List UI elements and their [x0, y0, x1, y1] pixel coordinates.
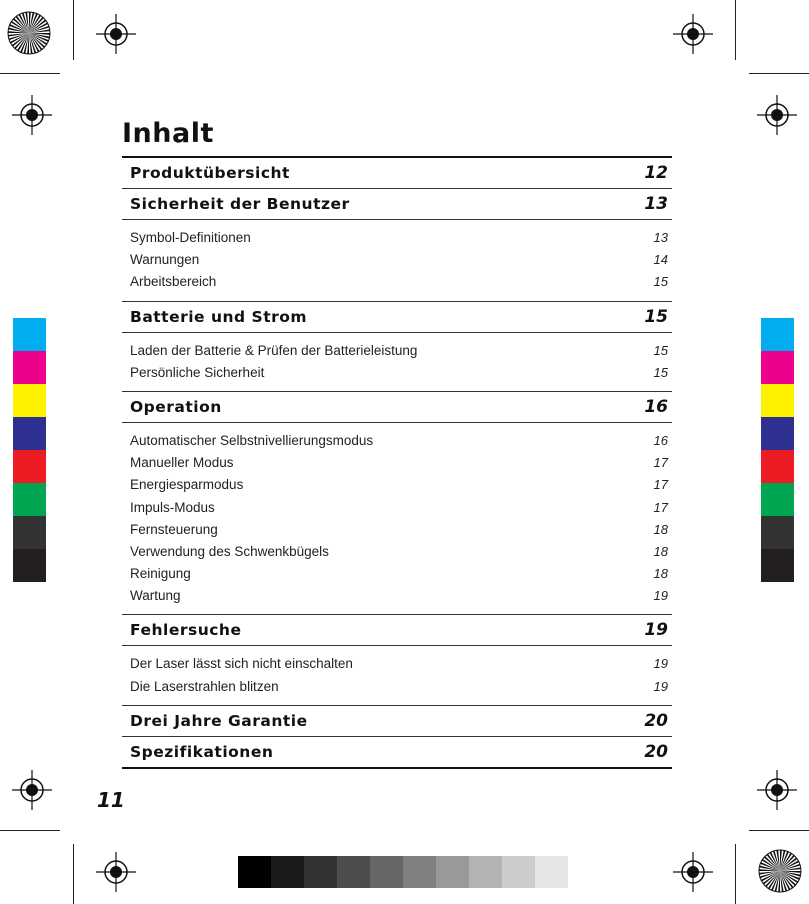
toc-entry-page: 17 — [653, 455, 668, 471]
toc-section[interactable] — [122, 706, 672, 736]
toc-entry-page: 15 — [653, 364, 668, 380]
color-swatch — [761, 318, 794, 351]
page-number: 11 — [97, 788, 125, 812]
registration-mark-icon — [94, 12, 138, 56]
toc-entry[interactable] — [130, 452, 668, 474]
toc-section[interactable] — [122, 615, 672, 645]
registration-mark-icon — [10, 768, 54, 812]
toc-entry-label: Automatischer Selbstnivellierungsmodus — [130, 432, 374, 448]
toc-entry-page: 18 — [653, 521, 668, 537]
toc-entry[interactable] — [130, 362, 668, 384]
toc-section-page: 20 — [644, 741, 668, 762]
color-swatch — [13, 549, 46, 582]
color-swatch — [761, 549, 794, 582]
toc-entry-label: Symbol-Definitionen — [130, 230, 251, 245]
toc-section-title: Drei Jahre Garantie — [130, 711, 308, 730]
toc-entry-label: Laden der Batterie & Prüfen der Batterieleistung — [130, 342, 418, 358]
toc-section-title: Sicherheit der Benutzer — [130, 195, 350, 213]
color-swatch — [761, 450, 794, 483]
toc-entry-label: Der Laser lässt sich nicht einschalten — [130, 656, 353, 672]
toc-entry-label: Manueller Modus — [130, 455, 234, 471]
registration-mark-icon — [755, 768, 799, 812]
registration-mark-icon — [671, 850, 715, 894]
toc-entry-label: Arbeitsbereich — [130, 274, 217, 290]
toc-section-page: 13 — [644, 194, 668, 214]
crop-mark — [73, 0, 74, 60]
toc-section[interactable] — [122, 158, 672, 188]
color-swatch — [13, 417, 46, 450]
gray-swatch — [403, 856, 436, 888]
color-swatch — [13, 483, 46, 516]
toc-entry-label: Persönliche Sicherheit — [130, 364, 265, 380]
gray-swatch — [535, 856, 568, 888]
gray-swatch — [436, 856, 469, 888]
toc-section-page: 12 — [644, 163, 668, 183]
color-swatch — [761, 417, 794, 450]
color-swatch — [13, 384, 46, 417]
color-swatch — [13, 450, 46, 483]
toc-section[interactable] — [122, 392, 672, 422]
gray-swatch — [238, 856, 271, 888]
toc-entry[interactable] — [130, 474, 668, 496]
toc-entry-page: 19 — [653, 678, 668, 694]
color-swatch — [13, 318, 46, 351]
toc-section[interactable] — [122, 189, 672, 219]
toc-entry-label: Fernsteuerung — [130, 521, 218, 537]
toc-entry[interactable] — [130, 585, 668, 607]
toc-section-page: 20 — [644, 710, 668, 731]
toc-entry-page: 16 — [653, 432, 668, 448]
toc-section-title: Produktübersicht — [130, 164, 290, 182]
toc-section[interactable] — [122, 737, 672, 767]
toc-entry[interactable] — [130, 541, 668, 563]
toc-entry-label: Die Laserstrahlen blitzen — [130, 678, 279, 694]
page-title: Inhalt — [122, 118, 214, 149]
crop-mark — [735, 0, 736, 60]
crop-mark — [735, 844, 736, 904]
toc-entry-label: Verwendung des Schwenkbügels — [130, 543, 329, 559]
toc-entry-label: Reinigung — [130, 566, 191, 582]
toc-entry[interactable] — [130, 271, 668, 293]
toc-entry[interactable] — [130, 563, 668, 585]
crop-mark — [749, 830, 809, 831]
toc-entry[interactable] — [130, 227, 668, 249]
toc-entry-label: Wartung — [130, 588, 181, 604]
toc-entry-page: 17 — [653, 477, 668, 493]
gray-swatch — [370, 856, 403, 888]
toc-entry-page: 15 — [653, 342, 668, 358]
toc-entry[interactable] — [130, 430, 668, 452]
color-bar-right — [761, 318, 794, 582]
color-swatch — [761, 384, 794, 417]
crop-mark — [0, 830, 60, 831]
toc-section-page: 16 — [644, 396, 668, 417]
toc-section-title: Fehlersuche — [130, 621, 242, 640]
toc-subitems — [122, 423, 672, 615]
gray-swatch — [469, 856, 502, 888]
registration-mark-icon — [671, 12, 715, 56]
toc-entry-page: 19 — [653, 588, 668, 604]
gray-swatch — [271, 856, 304, 888]
color-swatch — [13, 351, 46, 384]
color-swatch — [13, 516, 46, 549]
toc-subitems — [122, 646, 672, 704]
toc-entry-label: Warnungen — [130, 252, 200, 268]
star-target-icon — [7, 11, 51, 55]
toc-entry-page: 19 — [653, 656, 668, 672]
toc-entry-page: 17 — [653, 499, 668, 515]
gray-swatch — [502, 856, 535, 888]
toc-entry-page: 15 — [653, 274, 668, 290]
toc-section[interactable] — [122, 302, 672, 332]
registration-mark-icon — [10, 93, 54, 137]
gray-swatch — [304, 856, 337, 888]
toc-entry-page: 18 — [653, 543, 668, 559]
registration-mark-icon — [755, 93, 799, 137]
crop-mark — [0, 73, 60, 74]
toc-entry[interactable] — [130, 497, 668, 519]
toc-entry[interactable] — [130, 653, 668, 675]
toc-section-title: Batterie und Strom — [130, 307, 308, 326]
toc-section-title: Spezifikationen — [130, 742, 274, 761]
toc-entry[interactable] — [130, 340, 668, 362]
toc-section-page: 19 — [644, 620, 668, 641]
toc-rule — [122, 767, 672, 769]
toc-subitems — [122, 220, 672, 301]
color-swatch — [761, 516, 794, 549]
color-bar-left — [13, 318, 46, 582]
toc-entry-page: 14 — [653, 252, 668, 268]
toc-entry[interactable] — [130, 676, 668, 698]
toc-entry[interactable] — [130, 519, 668, 541]
registration-mark-icon — [94, 850, 138, 894]
toc-section-title: Operation — [130, 397, 222, 416]
gray-ramp — [238, 856, 568, 888]
crop-mark — [749, 73, 809, 74]
toc-entry-label: Energiesparmodus — [130, 477, 244, 493]
toc-subitems — [122, 333, 672, 391]
toc-entry-page: 13 — [653, 230, 668, 245]
crop-mark — [73, 844, 74, 904]
color-swatch — [761, 483, 794, 516]
star-target-icon — [758, 849, 802, 893]
color-swatch — [761, 351, 794, 384]
toc-entry[interactable] — [130, 249, 668, 271]
table-of-contents — [122, 156, 672, 769]
toc-entry-label: Impuls-Modus — [130, 499, 215, 515]
gray-swatch — [337, 856, 370, 888]
toc-section-page: 15 — [644, 306, 668, 327]
toc-entry-page: 18 — [653, 566, 668, 582]
